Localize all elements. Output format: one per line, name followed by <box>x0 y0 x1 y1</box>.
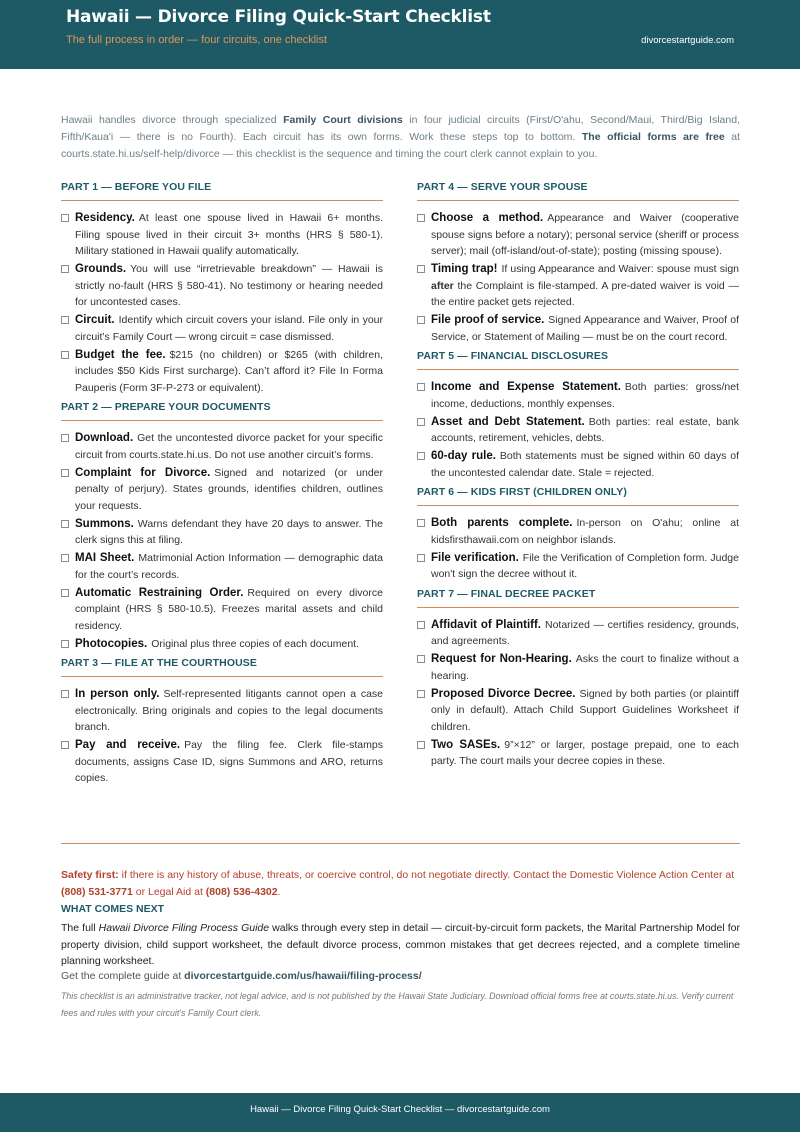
checklist-item <box>61 585 383 635</box>
checklist-item <box>417 210 739 260</box>
item-label: Grounds. <box>75 263 127 275</box>
item-text: $215 (no children) or $265 (with children, includes $50 Kids First surcharge). Can’t afford it? File In Forma Pauperis (Form 3F-P-273 or equivalent). <box>75 348 384 394</box>
item-text: File the Verification of Completion form. Judge won't sign the decree without it. <box>431 551 739 580</box>
checklist-item <box>417 686 739 736</box>
item-label: Summons. <box>75 517 134 530</box>
link-lead: Get the complete guide at <box>61 970 185 982</box>
checkbox-icon[interactable] <box>61 316 69 324</box>
item-label: Photocopies. <box>75 637 148 650</box>
intro-text: in four judicial circuits (First/O'ahu, Second/Maui, Third/Big Island, Fifth/Kaua'i — there is no Fourth). Each circuit has its own forms. Work these steps top to bottom. <box>61 114 740 143</box>
item-text: If using Appearance and Waiver: spouse must sign <box>501 263 739 275</box>
item-text: Identify which circuit covers your island. File only in your circuit’s Family Court — wrong circuit = case dismissed. <box>75 314 383 343</box>
item-label: File proof of service. <box>431 314 545 326</box>
checkbox-icon[interactable] <box>61 351 69 359</box>
checkbox-icon[interactable] <box>417 316 425 324</box>
checkbox-icon[interactable] <box>61 265 69 273</box>
guide-link-line <box>61 968 740 985</box>
checklist-item <box>61 465 383 515</box>
item-text: Both statements must be signed within 60 days of the uncontested calendar date. Stale = rejected. <box>431 450 739 479</box>
item-text: Both parties: real estate, bank accounts, retirement, vehicles, debts. <box>431 415 740 444</box>
item-label: Residency. <box>75 212 135 224</box>
item-text: You will use “irretrievable breakdown” — Hawaii is strictly no-fault (HRS § 580-41). No testimony or hearing needed for uncontested cases. <box>75 263 383 308</box>
item-text: Required on every divorce complaint (HRS § 580-10.5). Freezes marital assets and child residency. <box>75 586 383 632</box>
checkbox-icon[interactable] <box>61 690 69 698</box>
item-text: Matrimonial Action Information — demographic data for the court’s records. <box>75 552 383 581</box>
item-label: Asset and Debt Statement. <box>431 415 585 428</box>
item-emphasis: after <box>431 279 454 292</box>
checklist-item <box>417 550 739 583</box>
checklist-item <box>417 651 739 684</box>
item-text: Signed and notarized (or under penalty of perjury). States grounds, identifies children, outlines your requests. <box>75 466 383 512</box>
section-heading: PART 7 — FINAL DECREE PACKET <box>417 585 739 608</box>
checkbox-icon[interactable] <box>417 519 425 527</box>
section-heading: PART 6 — KIDS FIRST (CHILDREN ONLY) <box>417 483 739 506</box>
next-heading: WHAT COMES NEXT <box>61 903 165 915</box>
checklist-item <box>61 636 383 653</box>
item-label: Complaint for Divorce. <box>75 466 211 479</box>
checkbox-icon[interactable] <box>417 655 425 663</box>
section-part3 <box>61 654 383 787</box>
checklist-item <box>61 550 383 583</box>
checklist-item <box>417 515 739 548</box>
page-title: Hawaii — Divorce Filing Quick-Start Checklist <box>66 7 491 27</box>
checklist-item <box>61 430 383 463</box>
item-label: In person only. <box>75 688 160 700</box>
next-text: walks through every step in detail — circuit-by-circuit form packets, the Marital Partnership Model for property division, child support worksheet, the default divorce process, common mistakes that get decrees rejected, and a complete timeline planning worksheet. <box>61 922 741 967</box>
item-label: MAI Sheet. <box>75 552 135 564</box>
item-label: Automatic Restraining Order. <box>75 586 244 599</box>
section-part4 <box>417 178 739 345</box>
item-text: Warns defendant they have 20 days to answer. The clerk signs this at filing. <box>75 517 383 546</box>
checklist-item <box>61 261 383 311</box>
section-heading: PART 5 — FINANCIAL DISCLOSURES <box>417 347 739 370</box>
checklist-item <box>61 686 383 736</box>
checkbox-icon[interactable] <box>417 214 425 222</box>
item-text: Asks the court to finalize without a hearing. <box>431 653 739 682</box>
item-text: Signed Appearance and Waiver, Proof of Service, or Statement of Mailing — must be on the court record. <box>431 314 739 343</box>
item-text: At least one spouse lived in Hawaii 6+ months. Filing spouse lived in their circuit 3+ months (HRS § 580-1). Military stationed in Hawaii qualify automatically. <box>75 212 383 257</box>
checkbox-icon[interactable] <box>61 554 69 562</box>
checkbox-icon[interactable] <box>417 452 425 460</box>
intro-text: at courts.state.hi.us/self-help/divorce — this checklist is the sequence and timing the court clerk cannot explain to you. <box>61 131 740 160</box>
checklist-item <box>61 210 383 260</box>
checkbox-icon[interactable] <box>61 520 69 528</box>
checkbox-icon[interactable] <box>417 554 425 562</box>
phone-legal-aid[interactable]: (808) 536-4302 <box>205 885 278 898</box>
item-text: Appearance and Waiver (cooperative spouse signs before a notary); personal service (sheriff or process server); mail (off-island/out-of-state); posting (missing spouse). <box>431 212 739 257</box>
item-text: Both parties: gross/net income, deductions, monthly expenses. <box>431 381 739 410</box>
checkbox-icon[interactable] <box>417 621 425 629</box>
item-label: Choose a method. <box>431 212 544 224</box>
safety-text: if there is any history of abuse, threats, or coercive control, do not negotiate directly. Contact the Domestic Violence Action Center at <box>118 869 735 881</box>
section-heading: PART 1 — BEFORE YOU FILE <box>61 178 383 201</box>
safety-text: or Legal Aid at <box>132 885 206 898</box>
section-part1 <box>61 178 383 396</box>
safety-lead: Safety first: <box>61 869 119 881</box>
checklist-item <box>417 261 739 311</box>
checkbox-icon[interactable] <box>61 741 69 749</box>
item-label: Proposed Divorce Decree. <box>431 687 576 700</box>
item-label: Download. <box>75 432 134 444</box>
item-label: Affidavit of Plaintiff. <box>431 618 541 631</box>
guide-link[interactable]: divorcestartguide.com/us/hawaii/filing-process/ <box>184 970 422 982</box>
checkbox-icon[interactable] <box>61 434 69 442</box>
checklist-item <box>61 516 383 549</box>
item-label: Budget the fee. <box>75 348 166 361</box>
disclaimer: This checklist is an administrative tracker, not legal advice, and is not published by the Hawaii State Judiciary. Download official forms free at courts.state.hi.us. Verify current fees and rules with your circuit's Family Court clerk. <box>61 991 734 1018</box>
safety-text: . <box>277 885 281 898</box>
item-label: 60-day rule. <box>431 450 496 462</box>
checklist-item <box>417 737 739 770</box>
section-part5 <box>417 347 739 481</box>
checkbox-icon[interactable] <box>61 469 69 477</box>
item-text: Signed by both parties (or plaintiff only in default). Attach Child Support Guidelines Worksheet if children. <box>431 687 739 733</box>
item-label: Circuit. <box>75 314 115 326</box>
item-text: Pay the filing fee. Clerk file-stamps documents, assigns Case ID, signs Summons and ARO, returns copies. <box>75 739 383 784</box>
checkbox-icon[interactable] <box>61 589 69 597</box>
page-footer <box>0 1093 800 1132</box>
footer-text: Hawaii — Divorce Filing Quick-Start Checklist — divorcestartguide.com <box>250 1104 550 1115</box>
checkbox-icon[interactable] <box>417 383 425 391</box>
checklist-item <box>61 312 383 345</box>
section-heading: PART 4 — SERVE YOUR SPOUSE <box>417 178 739 201</box>
section-part7 <box>417 585 739 770</box>
item-text: Original plus three copies of each document. <box>151 637 359 650</box>
checkbox-icon[interactable] <box>61 640 69 648</box>
section-divider <box>61 843 740 844</box>
section-heading: PART 2 — PREPARE YOUR DOCUMENTS <box>61 398 383 421</box>
item-text: Get the uncontested divorce packet for your specific circuit from courts.state.hi.us. Do not use another circuit’s forms. <box>75 432 383 461</box>
left-column <box>61 178 383 788</box>
section-heading: PART 3 — FILE AT THE COURTHOUSE <box>61 654 383 677</box>
item-label: Timing trap! <box>431 263 498 275</box>
item-label: Income and Expense Statement. <box>431 381 621 393</box>
checklist-item <box>417 448 739 481</box>
checklist-item <box>61 347 383 397</box>
intro-emphasis: Family Court divisions <box>283 114 403 126</box>
intro-text: Hawaii handles divorce through specialized <box>61 114 284 126</box>
page-subtitle: The full process in order — four circuits, one checklist <box>66 34 328 46</box>
safety-notice <box>61 867 740 900</box>
checkbox-icon[interactable] <box>417 418 425 426</box>
checklist-item <box>417 617 739 650</box>
checkbox-icon[interactable] <box>417 690 425 698</box>
item-label: File verification. <box>431 551 519 564</box>
section-part2 <box>61 398 383 652</box>
item-text: the Complaint is file-stamped. A pre-dated waiver is void — the entire packet gets rejected. <box>431 279 739 308</box>
section-part6 <box>417 483 739 583</box>
item-text: In-person on O'ahu; online at kidsfirsthawaii.com on neighbor islands. <box>431 517 739 546</box>
right-column <box>417 178 739 771</box>
item-text: 9”×12” or larger, postage prepaid, one to each party. The court mails your decree copies in these. <box>431 738 740 767</box>
phone-dvac[interactable]: (808) 531-3771 <box>61 885 133 898</box>
item-label: Both parents complete. <box>431 517 573 529</box>
intro-paragraph <box>61 112 740 163</box>
site-name: divorcestartguide.com <box>641 35 734 46</box>
item-text: Self-represented litigants cannot open a case electronically. Bring originals and copies to the legal documents branch. <box>75 688 384 733</box>
item-label: Pay and receive. <box>75 739 181 751</box>
guide-title: Hawaii Divorce Filing Process Guide <box>98 922 270 934</box>
next-text: The full <box>61 922 99 934</box>
checkbox-icon[interactable] <box>417 741 425 749</box>
checklist-item <box>417 414 739 447</box>
intro-emphasis: The official forms are free <box>581 131 725 143</box>
item-text: Notarized — certifies residency, grounds, and agreements. <box>431 618 739 647</box>
item-label: Request for Non-Hearing. <box>431 653 572 665</box>
item-label: Two SASEs. <box>431 738 501 751</box>
checklist-item <box>417 312 739 345</box>
page-header <box>0 0 800 69</box>
checklist-item <box>61 737 383 787</box>
checkbox-icon[interactable] <box>417 265 425 273</box>
checklist-item <box>417 379 739 412</box>
checkbox-icon[interactable] <box>61 214 69 222</box>
next-paragraph <box>61 920 740 970</box>
